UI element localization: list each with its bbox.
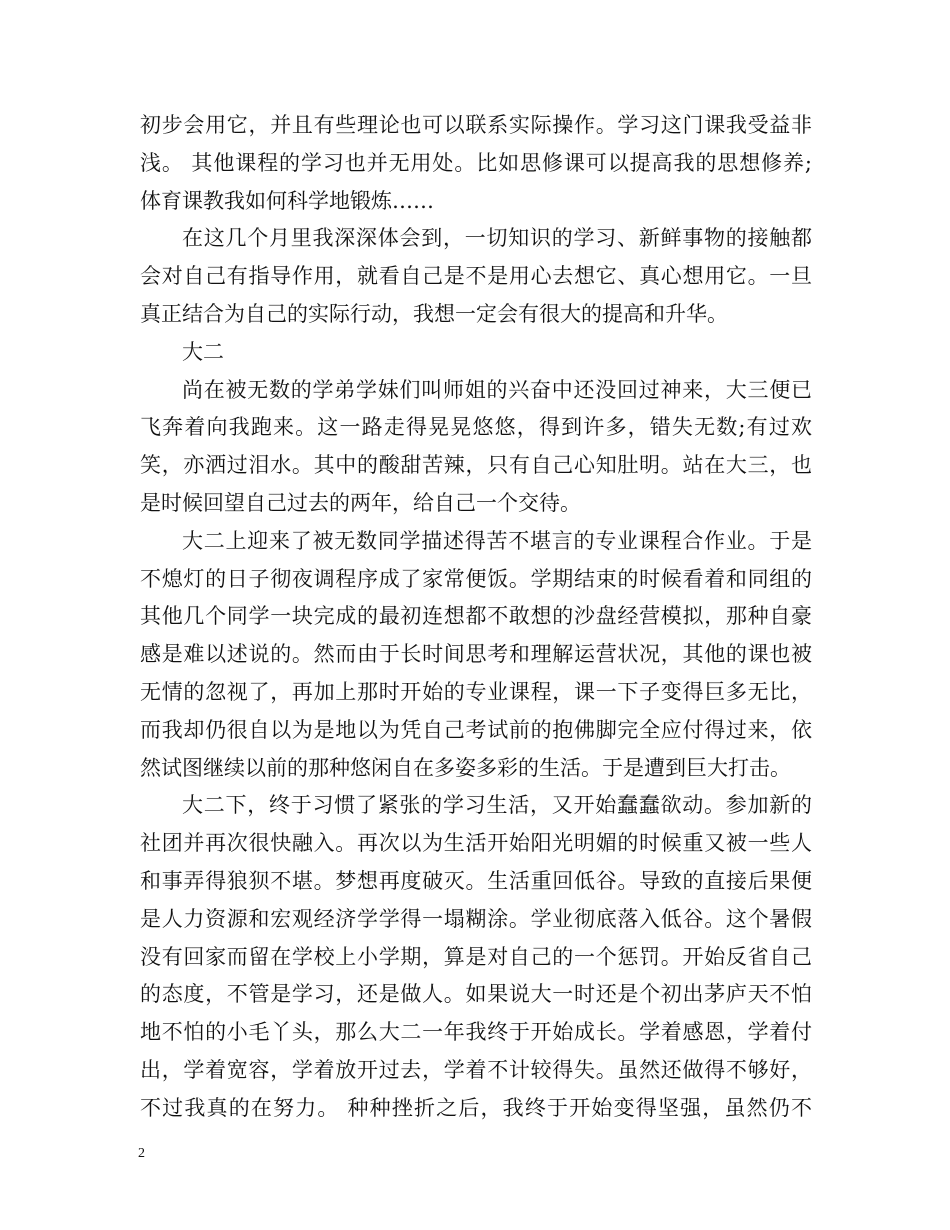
text-line-content: 大二	[182, 339, 224, 364]
text-line	[140, 1052, 812, 1090]
page-number: 2	[138, 1146, 145, 1161]
text-line-content: 真正结合为自己的实际行动，我想一定会有很大的提高和升华。	[140, 301, 728, 326]
text-line	[140, 334, 812, 372]
text-line	[140, 183, 812, 221]
text-line-content: 的态度，不管是学习，还是做人。如果说大一时还是个初出茅庐天不怕	[140, 982, 812, 1007]
text-line-content: 社团并再次很快融入。再次以为生活开始阳光明媚的时候重又被一些人	[140, 831, 812, 856]
body-text	[140, 107, 812, 1128]
text-line	[140, 939, 812, 977]
text-line	[140, 485, 812, 523]
text-line	[140, 561, 812, 599]
text-line	[140, 901, 812, 939]
text-line	[140, 674, 812, 712]
text-line-content: 在这几个月里我深深体会到，一切知识的学习、新鲜事物的接触都	[182, 226, 812, 251]
text-line-content: 出，学着宽容，学着放开过去，学着不计较得失。虽然还做得不够好，	[140, 1057, 812, 1082]
text-line	[140, 107, 812, 145]
text-line-content: 不过我真的在努力。 种种挫折之后，我终于开始变得坚强，虽然仍不	[140, 1095, 812, 1120]
text-line	[140, 825, 812, 863]
text-line	[140, 787, 812, 825]
text-line-content: 大二下，终于习惯了紧张的学习生活，又开始蠢蠢欲动。参加新的	[182, 793, 812, 818]
text-line	[140, 1090, 812, 1128]
text-line-content: 其他几个同学一块完成的最初连想都不敢想的沙盘经营模拟，那种自豪	[140, 604, 812, 629]
text-line	[140, 220, 812, 258]
text-line	[140, 372, 812, 410]
text-line-content: 不熄灯的日子彻夜调程序成了家常便饭。学期结束的时候看着和同组的	[140, 566, 812, 591]
text-line	[140, 258, 812, 296]
text-line	[140, 296, 812, 334]
text-line-content: 无情的忽视了，再加上那时开始的专业课程，课一下子变得巨多无比，	[140, 679, 812, 704]
text-line-content: 和事弄得狼狈不堪。梦想再度破灭。生活重回低谷。导致的直接后果便	[140, 868, 812, 893]
text-line	[140, 447, 812, 485]
text-line	[140, 750, 812, 788]
text-line	[140, 409, 812, 447]
text-line-content: 初步会用它，并且有些理论也可以联系实际操作。学习这门课我受益非	[140, 113, 812, 137]
text-line	[140, 145, 812, 183]
text-line-content: 地不怕的小毛丫头，那么大二一年我终于开始成长。学着感恩，学着付	[140, 1020, 812, 1045]
text-line-content: 笑，亦洒过泪水。其中的酸甜苦辣，只有自己心知肚明。站在大三，也	[140, 453, 812, 478]
text-line-content: 浅。 其他课程的学习也并无用处。比如思修课可以提高我的思想修养;	[140, 150, 812, 175]
text-line-content: 大二上迎来了被无数同学描述得苦不堪言的专业课程合作业。于是	[182, 528, 812, 553]
text-line	[140, 1014, 812, 1052]
text-line-content: 会对自己有指导作用，就看自己是不是用心去想它、真心想用它。一旦	[140, 264, 812, 289]
text-line	[140, 636, 812, 674]
text-line-content: 没有回家而留在学校上小学期，算是对自己的一个惩罚。开始反省自己	[140, 944, 812, 969]
text-line	[140, 712, 812, 750]
text-line-content: 尚在被无数的学弟学妹们叫师姐的兴奋中还没回过神来，大三便已	[182, 377, 812, 402]
text-line-content: 然试图继续以前的那种悠闲自在多姿多彩的生活。于是遭到巨大打击。	[140, 755, 791, 780]
text-line-content: 飞奔着向我跑来。这一路走得晃晃悠悠，得到许多，错失无数;有过欢	[140, 415, 812, 440]
text-line-content: 是时候回望自己过去的两年，给自己一个交待。	[140, 490, 581, 515]
text-line	[140, 523, 812, 561]
text-line	[140, 598, 812, 636]
text-line	[140, 976, 812, 1014]
text-line-content: 体育课教我如何科学地锻炼……	[140, 188, 434, 213]
text-line-content: 是人力资源和宏观经济学学得一塌糊涂。学业彻底落入低谷。这个暑假	[140, 906, 812, 931]
text-line-content: 而我却仍很自以为是地以为凭自己考试前的抱佛脚完全应付得过来，依	[140, 717, 812, 742]
text-line-content: 感是难以述说的。然而由于长时间思考和理解运营状况，其他的课也被	[140, 642, 812, 667]
text-line	[140, 863, 812, 901]
